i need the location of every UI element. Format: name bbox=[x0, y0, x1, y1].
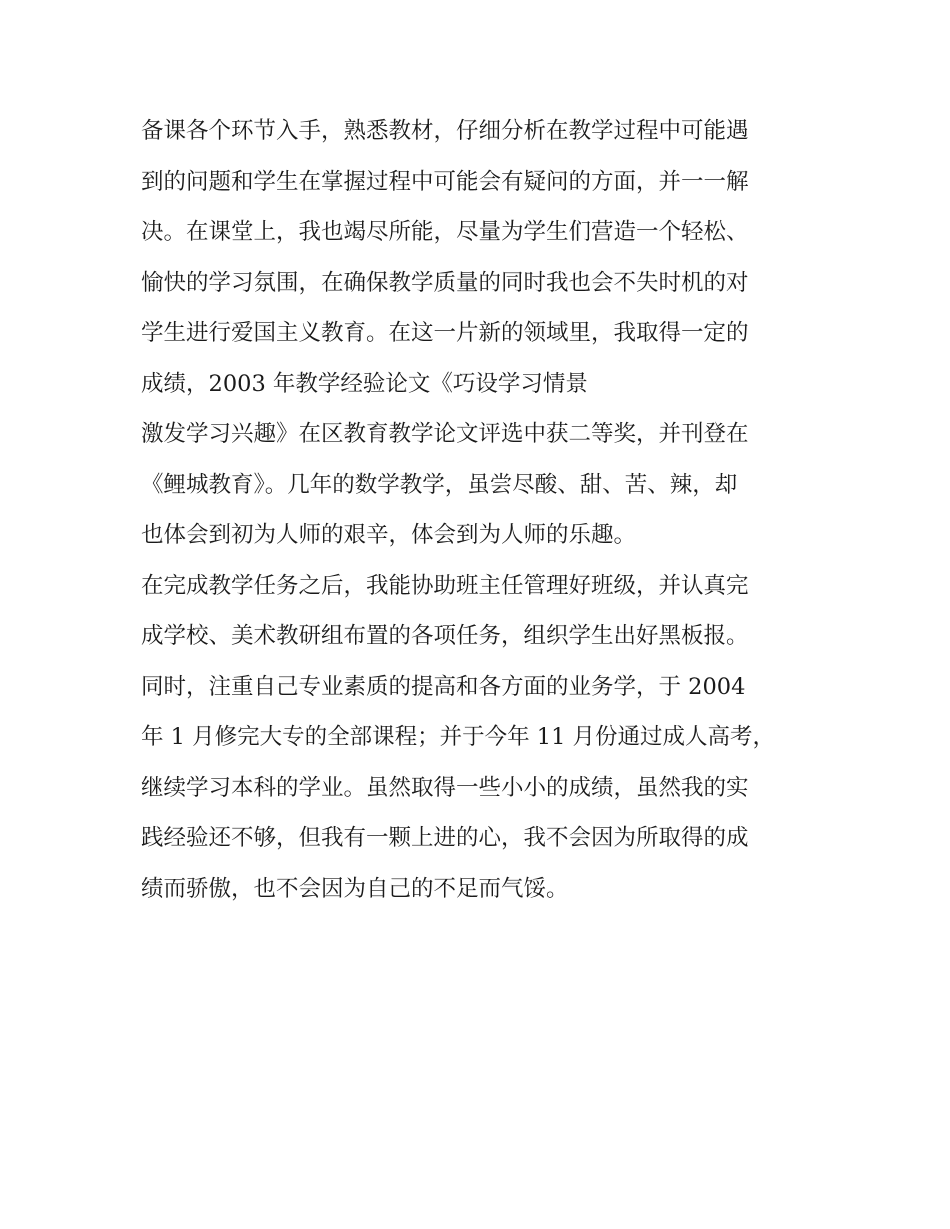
text-line: 成绩，2003 年教学经验论文《巧设学习情景 bbox=[141, 370, 588, 397]
text-line: 在完成教学任务之后，我能协助班主任管理好班级，并认真完 bbox=[141, 572, 749, 599]
text-line: 决。在课堂上，我也竭尽所能，尽量为学生们营造一个轻松、 bbox=[141, 219, 749, 245]
text-line: 成学校、美术教研组布置的各项任务，组织学生出好黑板报。 bbox=[141, 623, 749, 649]
text-line: 备课各个环节入手，熟悉教材，仔细分析在教学过程中可能遇 bbox=[141, 118, 749, 144]
body-text bbox=[141, 106, 821, 914]
text-line: 学生进行爱国主义教育。在这一片新的领域里，我取得一定的 bbox=[141, 320, 749, 346]
text-line: 践经验还不够，但我有一颗上进的心，我不会因为所取得的成 bbox=[141, 825, 749, 851]
text-line: 《鲤城教育》。几年的数学教学，虽尝尽酸、甜、苦、辣，却 bbox=[141, 471, 738, 498]
text-line: 继续学习本科的学业。虽然取得一些小小的成绩，虽然我的实 bbox=[141, 774, 749, 801]
text-line: 愉快的学习氛围，在确保教学质量的同时我也会不失时机的对 bbox=[141, 269, 749, 296]
text-line: 也体会到初为人师的艰辛，体会到为人师的乐趣。 bbox=[141, 522, 637, 548]
text-line: 到的问题和学生在掌握过程中可能会有疑问的方面，并一一解 bbox=[141, 168, 749, 195]
text-line: 激发学习兴趣》在区教育教学论文评选中获二等奖，并刊登在 bbox=[141, 421, 749, 447]
text-line: 绩而骄傲，也不会因为自己的不足而气馁。 bbox=[141, 875, 569, 902]
text-line: 同时，注重自己专业素质的提高和各方面的业务学，于 2004 bbox=[141, 673, 746, 700]
text-line: 年 1 月修完大专的全部课程；并于今年 11 月份通过成人高考， bbox=[141, 724, 776, 750]
